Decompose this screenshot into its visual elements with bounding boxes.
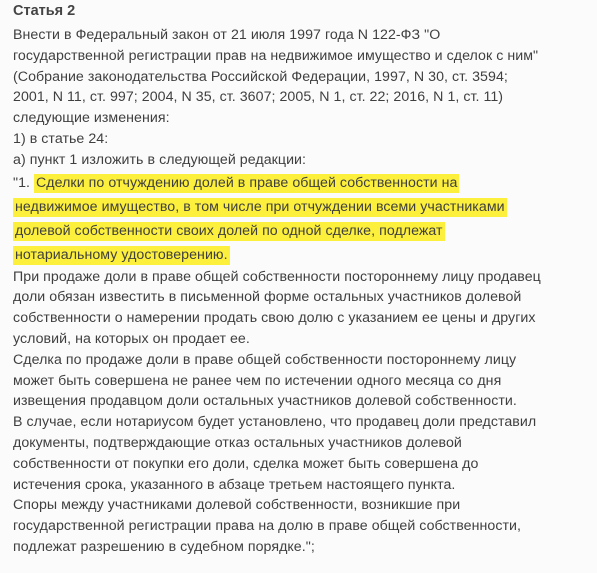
text-line: Сделка по продаже доли в праве общей собственности постороннему лицу xyxy=(13,351,517,368)
text-line: собственности о намерении продать свою долю с указанием ее цены и других xyxy=(13,310,536,327)
text-line: 1) в статье 24: xyxy=(13,130,109,147)
text-line: Внести в Федеральный закон от 21 июля 1997 года N 122-ФЗ "О xyxy=(13,27,441,43)
text-line: может быть совершена не ранее чем по истечении одного месяца со дня xyxy=(13,372,502,389)
text-line: В случае, если нотариусом будет установлено, что продавец доли представил xyxy=(13,414,537,431)
text-line: истечения срока, указанного в абзаце третьем настоящего пункта. xyxy=(13,476,456,493)
text-line: извещения продавцом доли остальных участников долевой собственности. xyxy=(13,393,517,410)
highlighted-text: нотариальному удостоверению. xyxy=(15,246,228,263)
text-line xyxy=(13,243,585,267)
intro-block xyxy=(13,25,585,171)
body-block xyxy=(13,267,585,558)
text-line xyxy=(13,171,585,195)
text-line: При продаже доли в праве общей собственности постороннему лицу продавец xyxy=(13,268,541,285)
text-line xyxy=(13,219,585,243)
quote-prefix: "1. xyxy=(13,174,35,191)
highlighted-block xyxy=(13,171,585,267)
text-line: собственности от покупки его доли, сделка может быть совершена до xyxy=(13,455,479,472)
highlighted-text: долевой собственности своих долей по одной сделке, подлежат xyxy=(15,222,443,239)
text-line: государственной регистрации права на долю в праве общей собственности, xyxy=(13,518,521,535)
article-heading: Статья 2 xyxy=(13,3,76,19)
text-line xyxy=(13,195,585,219)
text-line: Споры между участниками долевой собственности, возникшие при xyxy=(13,497,461,514)
highlighted-text: Сделки по отчуждению долей в праве общей собственности на xyxy=(36,174,458,191)
text-line: доли обязан известить в письменной форме остальных участников долевой xyxy=(13,289,522,306)
text-line: 2001, N 11, ст. 997; 2004, N 35, ст. 3607; 2005, N 1, ст. 22; 2016, N 1, ст. 11) xyxy=(13,89,504,106)
highlighted-text: недвижимое имущество, в том числе при отчуждении всеми участниками xyxy=(15,198,505,215)
text-line: государственной регистрации прав на недвижимое имущество и сделок с ним" xyxy=(13,47,539,64)
text-line: а) пункт 1 изложить в следующей редакции: xyxy=(13,151,307,168)
text-line: (Собрание законодательства Российской Федерации, 1997, N 30, ст. 3594; xyxy=(13,68,508,85)
text-line: документы, подтверждающие отказ остальных участников долевой xyxy=(13,434,462,451)
text-line: следующие изменения: xyxy=(13,110,170,127)
text-line: подлежат разрешению в судебном порядке."; xyxy=(13,538,315,555)
text-line: условий, на которых он продает ее. xyxy=(13,330,250,347)
